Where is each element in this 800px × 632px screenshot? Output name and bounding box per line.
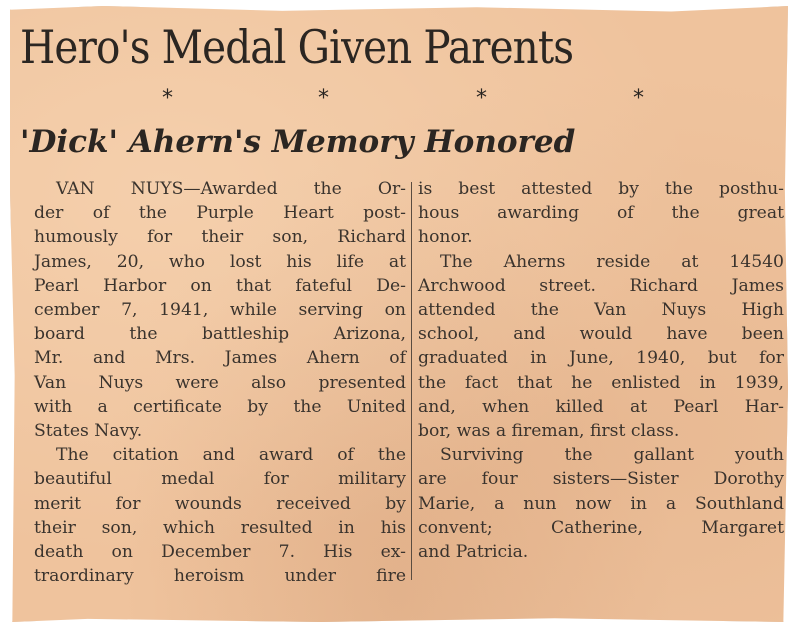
- article-line: their son, which resulted in his: [34, 517, 406, 538]
- article-line: traordinary heroism under fire: [34, 566, 406, 587]
- article-line: bor, was a fireman, first class.: [418, 421, 680, 442]
- article-line: humously for their son, Richard: [34, 227, 406, 248]
- article-line: Mr. and Mrs. James Ahern of: [34, 348, 406, 369]
- article-line: the fact that he enlisted in 1939,: [418, 372, 784, 393]
- subheadline: 'Dick' Ahern's Memory Honored: [20, 124, 576, 160]
- article-column-left: [34, 177, 406, 588]
- article-line: convent; Catherine, Margaret: [418, 517, 784, 538]
- headline: Hero's Medal Given Parents: [20, 20, 574, 74]
- article-line: death on December 7. His ex-: [34, 542, 406, 563]
- column-divider: [411, 182, 412, 580]
- article-line: school, and would have been: [418, 324, 784, 345]
- article-line: der of the Purple Heart post-: [34, 203, 406, 224]
- article-line: board the battleship Arizona,: [34, 324, 406, 345]
- article-line: James, 20, who lost his life at: [34, 251, 406, 272]
- article-line: Van Nuys were also presented: [34, 372, 406, 393]
- article-line: VAN NUYS—Awarded the Or-: [56, 179, 406, 199]
- article-line: Surviving the gallant youth: [440, 445, 784, 466]
- article-line: The Aherns reside at 14540: [440, 251, 784, 272]
- article-column-right: [418, 177, 784, 564]
- article-line: beautiful medal for military: [34, 469, 406, 490]
- article-line: Pearl Harbor on that fateful De-: [34, 275, 406, 296]
- article-line: and Patricia.: [418, 542, 529, 563]
- article-line: cember 7, 1941, while serving on: [34, 300, 406, 321]
- article-line: graduated in June, 1940, but for: [418, 348, 784, 369]
- article-line: merit for wounds received by: [34, 493, 406, 514]
- star-ornament: *: [318, 86, 329, 111]
- article-line: is best attested by the posthu-: [418, 179, 784, 199]
- article-line: States Navy.: [34, 421, 143, 442]
- article-line: Archwood street. Richard James: [418, 275, 784, 296]
- article-line: hous awarding of the great: [418, 203, 784, 224]
- article-line: are four sisters—Sister Dorothy: [418, 469, 784, 490]
- article-line: honor.: [418, 227, 473, 248]
- article-line: attended the Van Nuys High: [418, 300, 784, 321]
- article-line: The citation and award of the: [56, 445, 406, 466]
- article-line: Marie, a nun now in a Southland: [418, 493, 784, 514]
- article-line: and, when killed at Pearl Har-: [418, 396, 784, 417]
- star-ornament: *: [162, 86, 173, 111]
- star-ornament: *: [476, 86, 487, 111]
- star-ornament: *: [633, 86, 644, 111]
- article-line: with a certificate by the United: [34, 396, 406, 417]
